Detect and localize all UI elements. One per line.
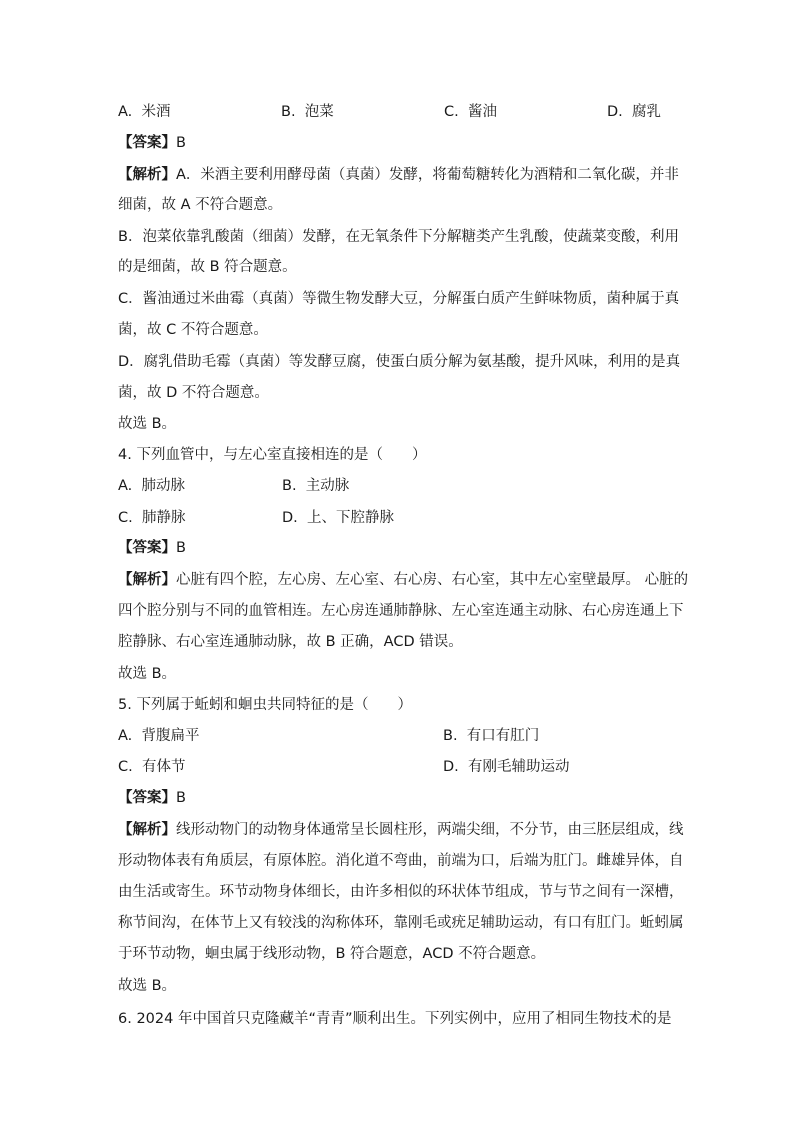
q4-analysis-line: 四个腔分别与不同的血管相连。左心房连通肺静脉、左心室连通主动脉、右心房连通上下 <box>118 603 684 619</box>
q4-option-d: D. 上、下腔静脉 <box>282 510 394 526</box>
q4-question: 4. 下列血管中，与左心室直接相连的是（ ） <box>118 447 427 463</box>
q3-analysis-line: C．酱油通过米曲霉（真菌）等微生物发酵大豆，分解蛋白质产生鲜味物质，菌种属于真 <box>118 291 680 307</box>
q5-conclusion: 故选 B。 <box>118 978 177 994</box>
q3-analysis-line: 菌，故 C 不符合题意。 <box>118 322 268 338</box>
q5-analysis-line: 【解析】线形动物门的动物身体通常呈长圆柱形，两端尖细，不分节，由三胚层组成，线 <box>118 822 684 838</box>
q5-option-c: C. 有体节 <box>118 759 186 775</box>
q3-option-d: D. 腐乳 <box>607 104 661 120</box>
q3-answer: 【答案】B <box>118 135 186 151</box>
q5-question: 5. 下列属于蚯蚓和蛔虫共同特征的是（ ） <box>118 697 412 713</box>
q3-analysis-line: 的是细菌，故 B 符合题意。 <box>118 259 297 275</box>
q4-option-a: A. 肺动脉 <box>118 478 185 494</box>
q3-conclusion: 故选 B。 <box>118 416 177 432</box>
q4-analysis-line: 【解析】心脏有四个腔，左心房、左心室、右心房、右心室，其中左心室壁最厚。 心脏的 <box>118 572 689 588</box>
q3-option-c: C. 酱油 <box>444 104 497 120</box>
q6-question: 6. 2024 年中国首只克隆藏羊“青青”顺利出生。下列实例中，应用了相同生物技术的是 <box>118 1011 672 1027</box>
q5-option-a: A. 背腹扁平 <box>118 728 200 744</box>
q3-option-b: B. 泡菜 <box>281 104 334 120</box>
q4-conclusion: 故选 B。 <box>118 666 177 682</box>
q3-analysis-line: 【解析】A．米酒主要利用酵母菌（真菌）发酵，将葡萄糖转化为酒精和二氧化碳，并非 <box>118 167 679 183</box>
q4-option-c: C. 肺静脉 <box>118 510 186 526</box>
q5-option-d: D. 有刚毛辅助运动 <box>443 759 570 775</box>
q3-analysis-line: D．腐乳借助毛霉（真菌）等发酵豆腐，使蛋白质分解为氨基酸，提升风味，利用的是真 <box>118 354 681 370</box>
q5-analysis-line: 由生活或寄生。环节动物身体细长，由许多相似的环状体节组成，节与节之间有一深槽， <box>118 884 684 900</box>
q4-option-b: B. 主动脉 <box>282 478 350 494</box>
q3-analysis-line: 菌，故 D 不符合题意。 <box>118 385 269 401</box>
q5-analysis-line: 称节间沟，在体节上又有较浅的沟称体环，靠刚毛或疣足辅助运动，有口有肛门。蚯蚓属 <box>118 915 684 931</box>
q3-option-a: A. 米酒 <box>118 104 171 120</box>
q5-option-b: B. 有口有肛门 <box>443 728 540 744</box>
q4-answer: 【答案】B <box>118 540 186 556</box>
q5-answer: 【答案】B <box>118 790 186 806</box>
q4-analysis-line: 腔静脉、右心室连通肺动脉，故 B 正确，ACD 错误。 <box>118 634 463 650</box>
q3-analysis-line: B．泡菜依靠乳酸菌（细菌）发酵，在无氧条件下分解糖类产生乳酸，使蔬菜变酸，利用 <box>118 229 679 245</box>
q5-analysis-line: 形动物体表有角质层，有原体腔。消化道不弯曲，前端为口，后端为肛门。雌雄异体，自 <box>118 853 684 869</box>
q3-analysis-line: 细菌，故 A 不符合题意。 <box>118 197 283 213</box>
q5-analysis-line: 于环节动物，蛔虫属于线形动物，B 符合题意，ACD 不符合题意。 <box>118 946 546 962</box>
